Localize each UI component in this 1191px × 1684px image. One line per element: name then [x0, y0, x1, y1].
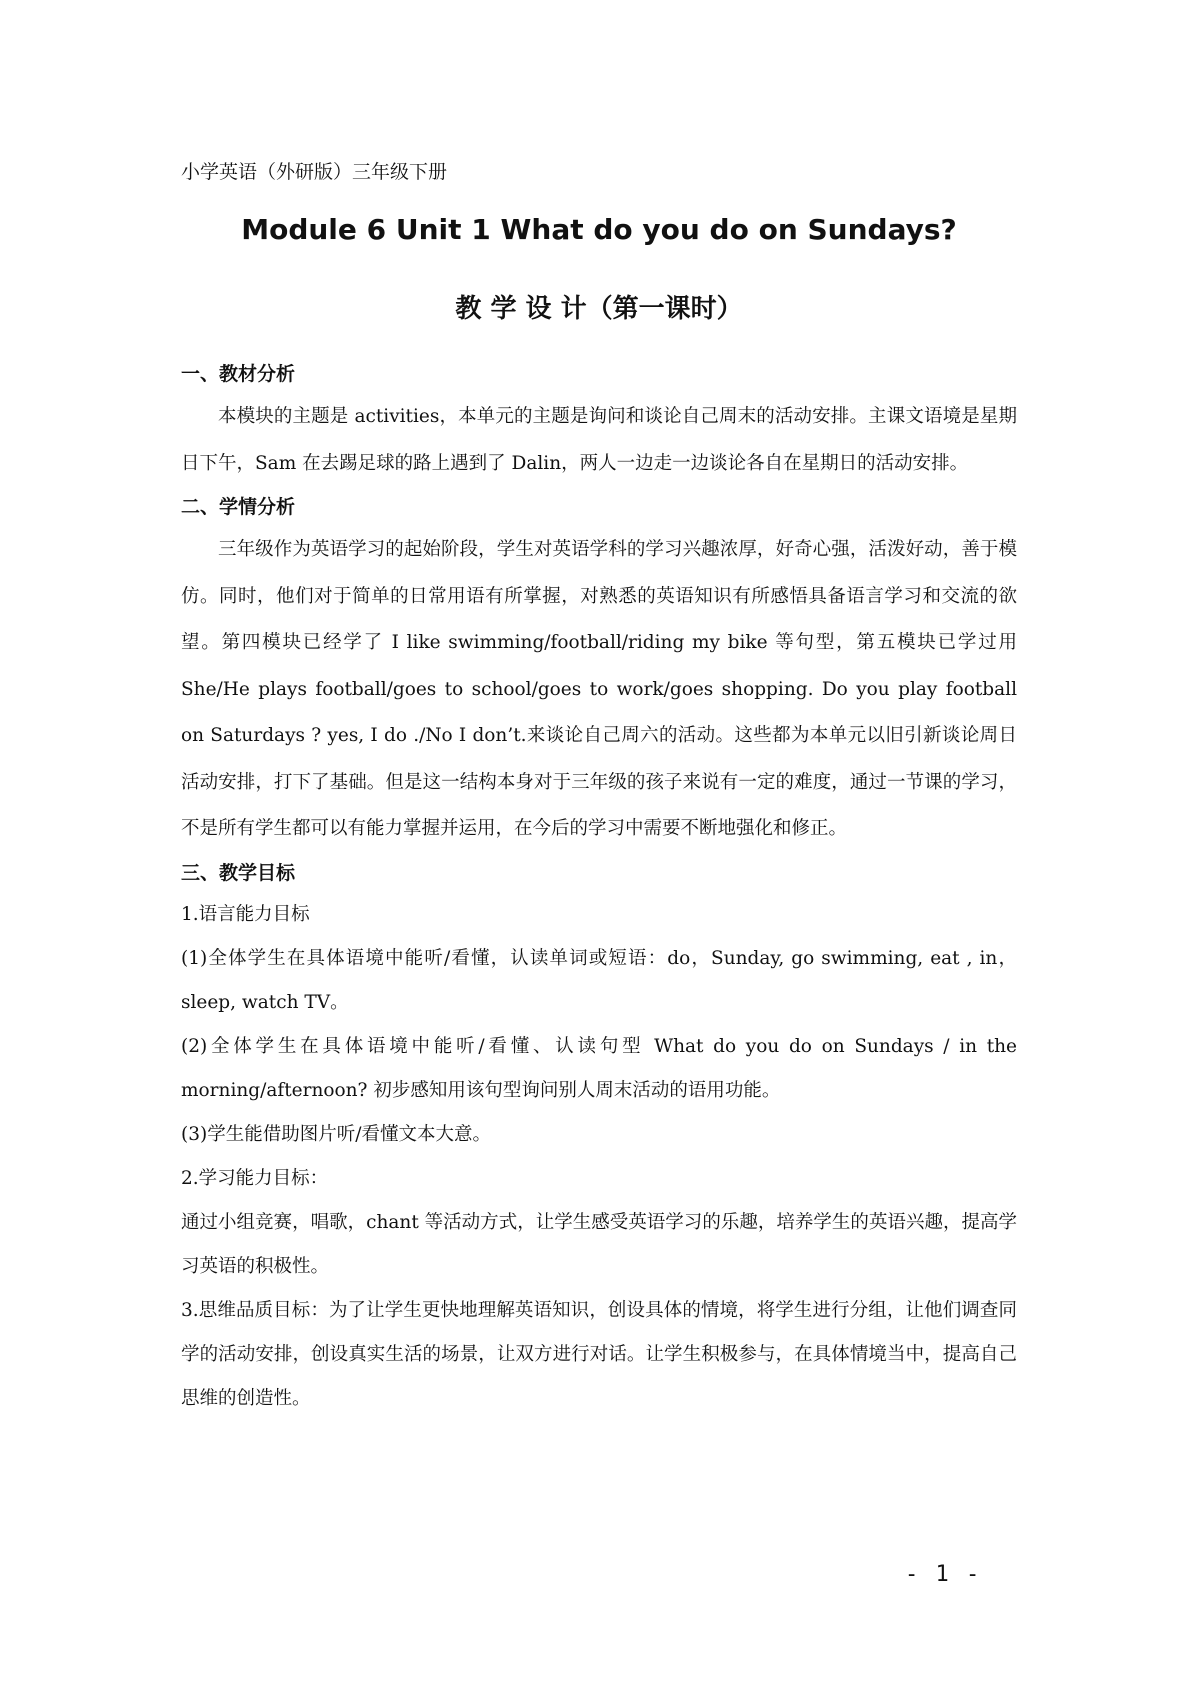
subject-line: 小学英语（外研版）三年级下册: [181, 161, 448, 183]
objective-language-item-2: (2)全体学生在具体语境中能听/看懂、认读句型 What do you do on Sundays / in the morning/afternoon? 初步感知用该句型询问别人周末活动的语用功能。: [181, 1035, 1017, 1101]
objective-language-item-1: (1)全体学生在具体语境中能听/看懂，认读单词或短语：do，Sunday, go swimming, eat , in，sleep, watch TV。: [181, 947, 1017, 1013]
section-heading-textbook-analysis: 一、教材分析: [181, 363, 296, 385]
section-heading-teaching-objectives: 三、教学目标: [181, 861, 296, 884]
objective-learning-title: 2.学习能力目标：: [181, 1167, 329, 1189]
objective-learning-paragraph: 通过小组竞赛，唱歌，chant 等活动方式，让学生感受英语学习的乐趣，培养学生的英语兴趣，提高学习英语的积极性。: [181, 1211, 1017, 1277]
textbook-analysis-paragraph: 本模块的主题是 activities，本单元的主题是询问和谈论自己周末的活动安排。主课文语境是星期日下午，Sam 在去踢足球的路上遇到了 Dalin，两人一边走一边谈论各自在星期日的活动安排。: [181, 406, 1017, 474]
student-analysis-paragraph: 三年级作为英语学习的起始阶段，学生对英语学科的学习兴趣浓厚，好奇心强，活泼好动，善于模仿。同时，他们对于简单的日常用语有所掌握，对熟悉的英语知识有所感悟具备语言学习和交流的欲望。第四模块已经学了 I like swimming/football/riding my bike 等句型，第五模块已学过用 She/He plays football/goes to school/goes to work/goes shopping. Do you play football on Saturdays ? yes, I do ./No I don’t.来谈论自己周六的活动。这些都为本单元以旧引新谈论周日活动安排，打下了基础。但是这一结构本身对于三年级的孩子来说有一定的难度，通过一节课的学习，不是所有学生都可以有能力掌握并运用，在今后的学习中需要不断地强化和修正。: [181, 539, 1017, 839]
document-content: [181, 156, 1017, 1421]
objective-thinking-paragraph: 3.思维品质目标：为了让学生更快地理解英语知识，创设具体的情境，将学生进行分组，让他们调查同学的活动安排，创设真实生活的场景，让双方进行对话。让学生积极参与，在具体情境当中，提高自己思维的创造性。: [181, 1299, 1017, 1409]
objective-language-title: 1.语言能力目标: [181, 903, 310, 925]
lesson-title-cn: 教 学 设 计（第一课时）: [455, 294, 743, 324]
page-number: - 1 -: [905, 1562, 982, 1587]
lesson-title-en: Module 6 Unit 1 What do you do on Sundays?: [241, 213, 957, 246]
section-heading-student-analysis: 二、学情分析: [181, 496, 296, 518]
objective-language-item-3: (3)学生能借助图片听/看懂文本大意。: [181, 1123, 491, 1145]
